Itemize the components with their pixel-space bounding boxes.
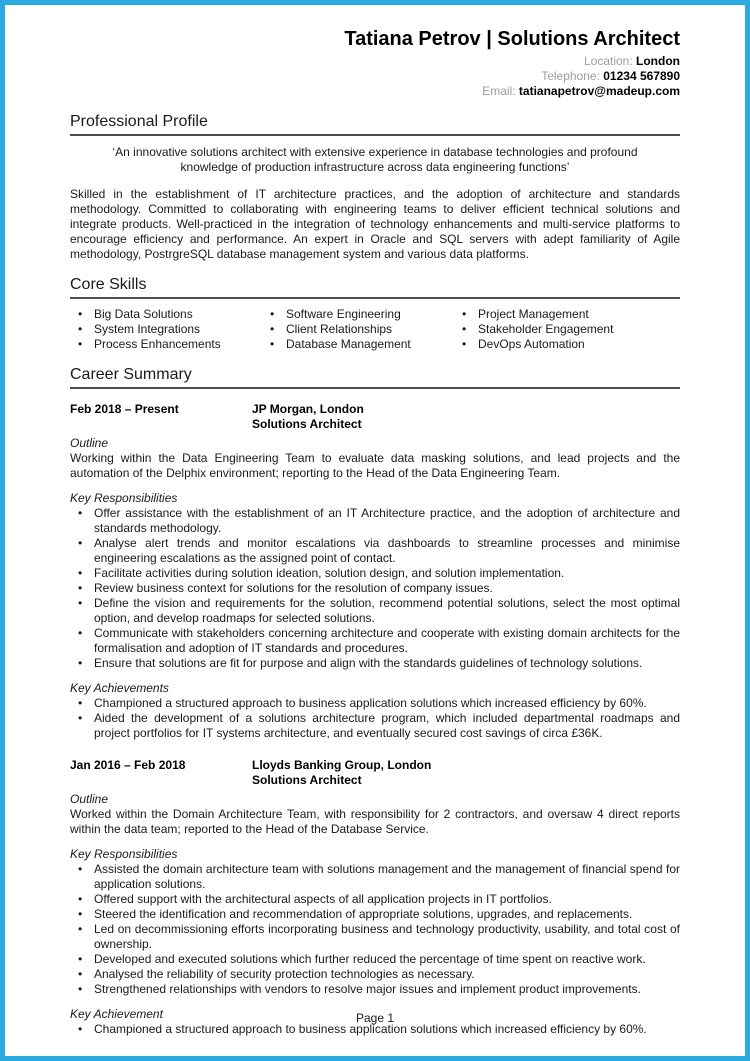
contact-location (70, 54, 680, 69)
achievement-item: • Championed a structured approach to business application solutions which increased efficiency by 60%. (70, 696, 680, 711)
section-core-skills (70, 275, 680, 352)
contact-info (70, 54, 680, 99)
responsibility-item: • Led on decommissioning efforts incorporating business and technology productivity, usability, and total cost of ownership. (70, 922, 680, 952)
header (70, 27, 680, 99)
job-title: Solutions Architect (252, 417, 362, 431)
contact-email-label: Email: (482, 84, 516, 98)
achievements-label: Key Achievements (70, 681, 169, 695)
job-company: Lloyds Banking Group, London (252, 758, 432, 772)
skill-item: • Process Enhancements (70, 337, 262, 352)
job-title: Solutions Architect (252, 773, 362, 787)
contact-location-label: Location: (583, 54, 633, 68)
section-professional-profile (70, 112, 680, 262)
achievement-item: • Championed a structured approach to business application solutions which increased efficiency by 60%. (70, 1022, 680, 1037)
professional-profile-heading: Professional Profile (70, 112, 680, 136)
responsibility-item: • Analysed the reliability of security protection technologies as necessary. (70, 967, 680, 982)
responsibility-item: • Communicate with stakeholders concerning architecture and cooperate with existing domain architects for the formalisation and adoption of IT standards and procedures. (70, 626, 680, 656)
responsibility-item: • Offer assistance with the establishment of an IT Architecture practice, and the adoption of architecture and standards methodology. (70, 506, 680, 536)
job-outline-text: Worked within the Domain Architecture Team, with responsibility for 2 contractors, and oversaw 4 direct reports within the data team; reported to the Head of the Database Service. (70, 807, 680, 836)
job-outline-text: Working within the Data Engineering Team to evaluate data masking solutions, and lead projects and the automation of the Delphix environment; reporting to the Head of the Data Engineering Team. (70, 451, 680, 480)
job-entry-jp-morgan (70, 402, 680, 741)
job-header (70, 402, 680, 432)
skill-item: • Software Engineering (262, 307, 454, 322)
achievements-list (70, 696, 680, 741)
responsibility-item: • Offered support with the architectural aspects of all application projects in IT portfolios. (70, 892, 680, 907)
contact-email-value: tatianapetrov@madeup.com (518, 84, 680, 98)
outline-label: Outline (70, 436, 109, 450)
skill-item: • Big Data Solutions (70, 307, 262, 322)
responsibilities-list (70, 506, 680, 671)
responsibility-item: • Developed and executed solutions which further reduced the percentage of time spent on reactive work. (70, 952, 680, 967)
profile-quote: ‘An innovative solutions architect with extensive experience in database technologies and profound knowledge of production infrastructure across data engineering functions’ (112, 145, 638, 174)
section-career-summary (70, 365, 680, 1037)
skills-column-2 (262, 307, 454, 352)
skill-item: • Project Management (454, 307, 680, 322)
responsibility-item: • Steered the identification and recommendation of appropriate solutions, upgrades, and replacements. (70, 907, 680, 922)
contact-location-value: London (636, 54, 680, 68)
responsibility-item: • Assisted the domain architecture team with solutions management and the management of financial spend for application solutions. (70, 862, 680, 892)
responsibility-item: • Facilitate activities during solution ideation, solution design, and solution implementation. (70, 566, 680, 581)
achievements-label: Key Achievement (70, 1007, 163, 1021)
career-summary-heading: Career Summary (70, 365, 680, 389)
responsibility-item: • Strengthened relationships with vendors to resolve major issues and implement product improvements. (70, 982, 680, 997)
profile-summary-text: Skilled in the establishment of IT architecture practices, and the adoption of architecture and standards methodology. Committed to collaborating with engineering teams to deliver efficient technical solutions and integrate products. Well-practiced in the integration of technology enhancements and multi-service platforms to encourage efficiency and performance. An expert in Oracle and SQL servers with adept familiarity of Agile methodology, PostrgreSQL database management system and various data platforms. (70, 187, 680, 261)
core-skills-grid (70, 307, 680, 352)
job-header (70, 758, 680, 788)
outline-label: Outline (70, 792, 109, 806)
responsibility-item: • Define the vision and requirements for the solution, recommend potential solutions, select the most optimal option, and develop roadmaps for selected solutions. (70, 596, 680, 626)
responsibility-item: • Review business context for solutions for the resolution of company issues. (70, 581, 680, 596)
skill-item: • Database Management (262, 337, 454, 352)
job-dates: Jan 2016 – Feb 2018 (70, 758, 186, 772)
skill-item: • Client Relationships (262, 322, 454, 337)
skill-item: • Stakeholder Engagement (454, 322, 680, 337)
job-org (252, 758, 431, 788)
job-company: JP Morgan, London (252, 402, 364, 416)
page-number: Page 1 (355, 1011, 395, 1025)
job-dates: Feb 2018 – Present (70, 402, 179, 416)
contact-email (70, 84, 680, 99)
contact-telephone-value: 01234 567890 (603, 69, 680, 83)
skill-item: • DevOps Automation (454, 337, 680, 352)
core-skills-heading: Core Skills (70, 275, 680, 299)
page-title: Tatiana Petrov | Solutions Architect (344, 28, 680, 50)
achievement-item: • Aided the development of a solutions architecture program, which included departmental roadmaps and project portfolios for IT systems architecture, and eventually secured cost savings of circa £36K. (70, 711, 680, 741)
skill-item: • System Integrations (70, 322, 262, 337)
job-org (252, 402, 364, 432)
skills-column-1 (70, 307, 262, 352)
responsibilities-list (70, 862, 680, 997)
job-entry-lloyds (70, 758, 680, 1037)
responsibility-item: • Analyse alert trends and monitor escalations via dashboards to streamline processes and minimise engineering escalations as the assigned point of contact. (70, 536, 680, 566)
contact-telephone (70, 69, 680, 84)
responsibility-item: • Ensure that solutions are fit for purpose and align with the standards guidelines of technology solutions. (70, 656, 680, 671)
skills-column-3 (454, 307, 680, 352)
contact-telephone-label: Telephone: (541, 69, 600, 83)
responsibilities-label: Key Responsibilities (70, 491, 178, 505)
responsibilities-label: Key Responsibilities (70, 847, 178, 861)
